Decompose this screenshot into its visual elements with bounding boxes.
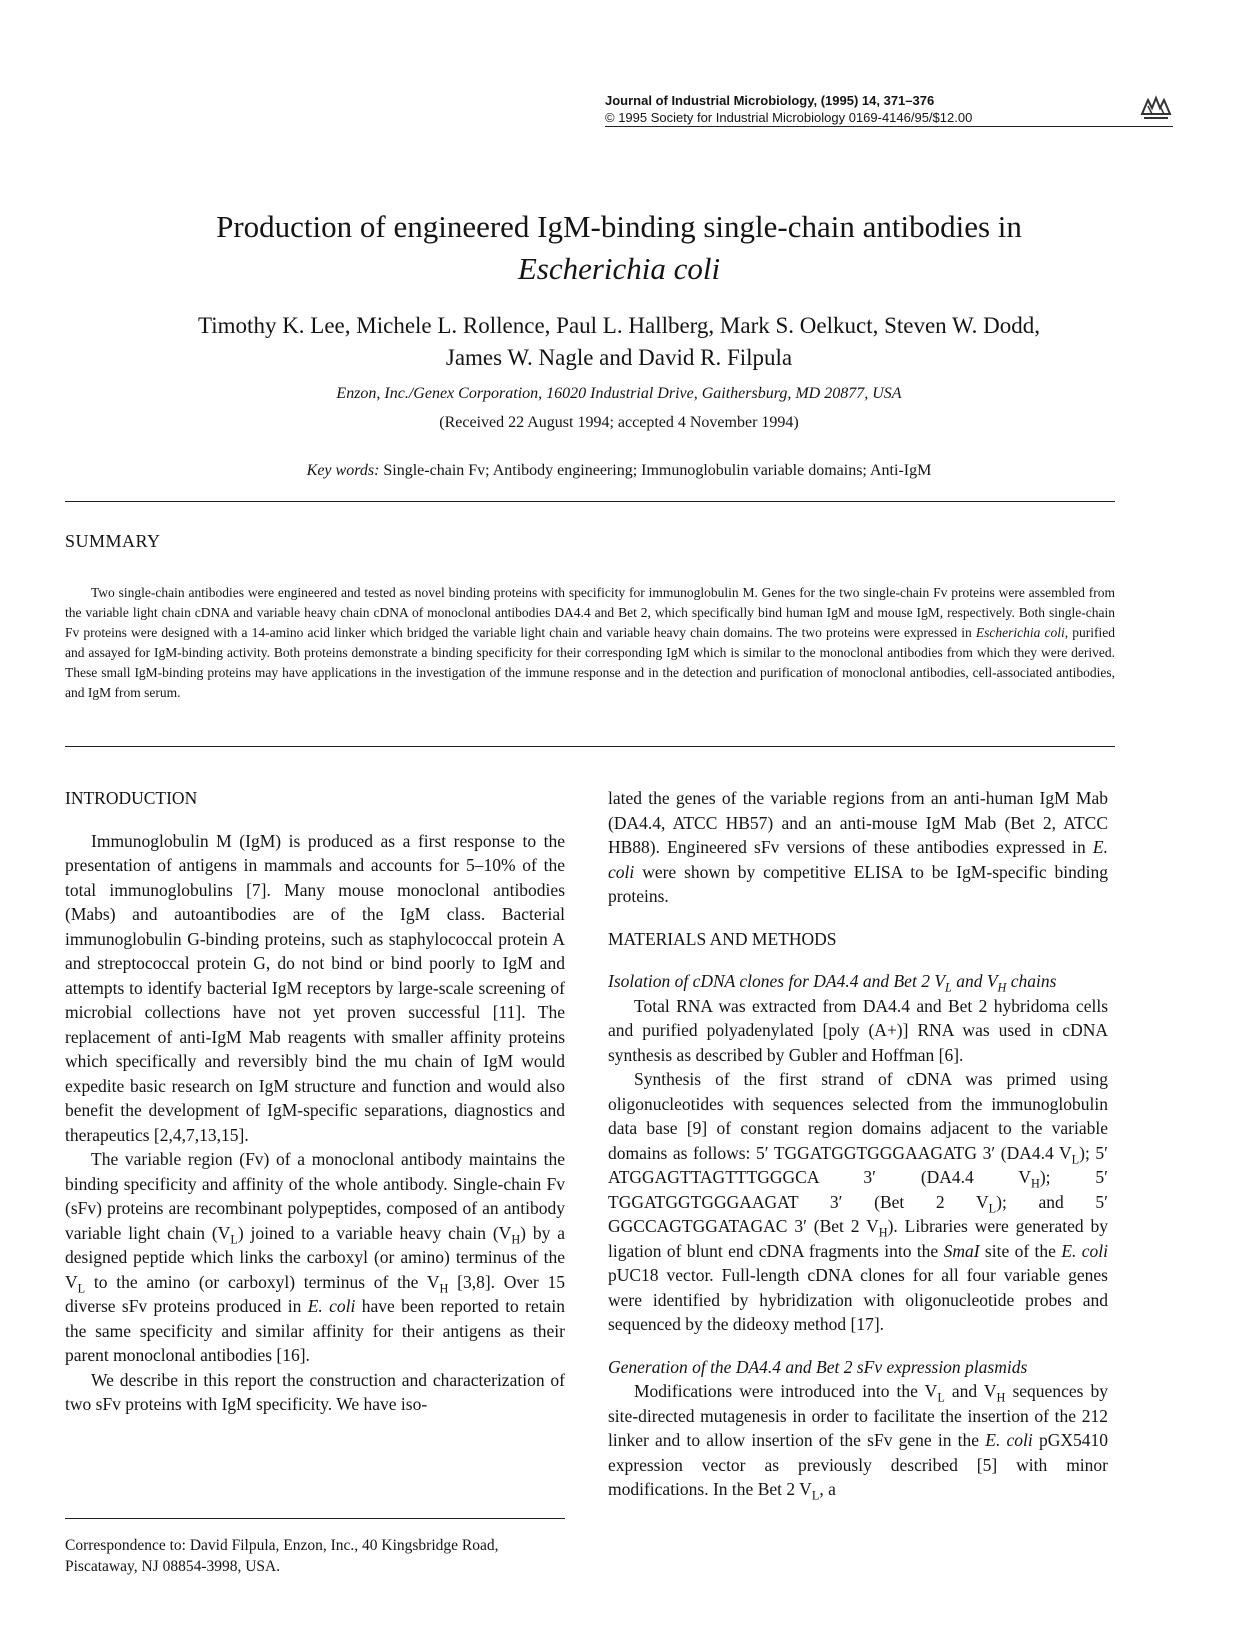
subheading-isolation: Isolation of cDNA clones for DA4.4 and Bet 2 $V_L$ and $V_H$ chains (608, 971, 1057, 995)
received-dates: (Received 22 August 1994; accepted 4 November 1994) (439, 414, 799, 431)
title-line-2: Escherichia coli (517, 251, 721, 286)
journal-copyright: © 1995 Society for Industrial Microbiology 0169-4146/95/$12.00 (605, 110, 973, 125)
left-column (65, 786, 565, 1417)
journal-citation: Journal of Industrial Microbiology, (1995) 14, 371–376 (605, 93, 935, 108)
article-title (60, 206, 1178, 290)
right-column (608, 786, 1108, 1502)
summary-rule (65, 746, 1115, 747)
affiliation: Enzon, Inc./Genex Corporation, 16020 Industrial Drive, Gaithersburg, MD 20877, USA (336, 385, 902, 402)
title-line-1: Production of engineered IgM-binding single-chain antibodies in (216, 209, 1022, 244)
summary-paragraph: Two single-chain antibodies were engineered and tested as novel binding proteins with specificity for immunoglobulin M. Genes for the two single-chain Fv proteins were assembled from the variable light chain cDNA and variable heavy chain cDNA of monoclonal antibodies DA4.4 and Bet 2, which specifically bind human IgM and mouse IgM, respectively. Both single-chain Fv proteins were designed with a 14-amino acid linker which bridged the variable light chain and variable heavy chain domains. The two proteins were expressed in Escherichia coli, purified and assayed for IgM-binding activity. Both proteins demonstrate a binding specificity for their corresponding IgM which is similar to the monoclonal antibodies from which they were derived. These small IgM-binding proteins may have applications in the investigation of the immune response and in the detection and purification of monoclonal antibodies, cell-associated antibodies, and IgM from serum. (65, 585, 1115, 700)
journal-header (605, 92, 1025, 126)
authors-line-2: James W. Nagle and David R. Filpula (445, 345, 793, 370)
intro-paragraph-3: We describe in this report the construction and characterization of two sFv proteins with IgM specificity. We have iso- (65, 1369, 565, 1414)
footnote-rule (65, 1518, 565, 1519)
author-list (60, 310, 1178, 374)
subheading-expression-plasmids: Generation of the DA4.4 and Bet 2 sFv expression plasmids (608, 1356, 1028, 1377)
publisher-logo-icon (1140, 94, 1172, 122)
authors-line-1: Timothy K. Lee, Michele L. Rollence, Paul L. Hallberg, Mark S. Oelkuct, Steven W. Dodd, (198, 313, 1040, 338)
methods-heading: MATERIALS AND METHODS (608, 928, 837, 949)
keywords-text: Single-chain Fv; Antibody engineering; Immunoglobulin variable domains; Anti-IgM (383, 462, 932, 479)
header-rule (605, 126, 1173, 127)
intro-paragraph-2: The variable region (Fv) of a monoclonal antibody maintains the binding specificity and affinity of the whole antibody. Single-chain Fv (sFv) proteins are recombinant polypeptides, composed of an antibody variable light chain $(V_L)$ joined to a variable heavy chain $(V_H)$ by a designed peptide which links the carboxyl (or amino) terminus of the $V_L$ to the amino (or carboxyl) terminus of the $V_H$ [3,8]. Over 15 diverse sFv proteins produced in E. coli have been reported to retain the same specificity and similar affinity for their antigens as their parent monoclonal antibodies [16]. (65, 1149, 565, 1365)
title-rule (65, 501, 1115, 502)
keywords-label: Key words: (306, 462, 380, 479)
intro-paragraph-1: Immunoglobulin M (IgM) is produced as a first response to the presentation of antigens in mammals and accounts for 5–10% of the total immunoglobulins [7]. Many mouse monoclonal antibodies (Mabs) and autoantibodies are of the IgM class. Bacterial immunoglobulin G-binding proteins, such as staphylococcal protein A and streptococcal protein G, do not bind or bind poorly to IgM and attempts to identify bacterial IgM receptors by large-scale screening of microbial collections have not yet proven successful [11]. The replacement of anti-IgM Mab reagents with smaller affinity proteins which specifically and reversibly bind the mu chain of IgM would expedite basic research on IgM structure and function and would also benefit the development of IgM-specific separations, diagnostics and therapeutics [2,4,7,13,15]. (65, 830, 565, 1145)
methods-paragraph-3: Modifications were introduced into the $V_L$ and $V_H$ sequences by site-directed mutagenesis in order to facilitate the insertion of the 212 linker and to allow insertion of the sFv gene in the E. coli pGX5410 expression vector as previously described [5] with minor modifications. In the Bet 2 $V_L$, a (608, 1381, 1109, 1503)
introduction-heading: INTRODUCTION (65, 788, 198, 808)
correspondence-footnote: Correspondence to: David Filpula, Enzon, Inc., 40 Kingsbridge Road, Piscataway, NJ 08854-3998, USA. (65, 1537, 499, 1575)
keywords (60, 462, 1178, 480)
intro-paragraph-3-continued: lated the genes of the variable regions from an anti-human IgM Mab (DA4.4, ATCC HB57) and an anti-mouse IgM Mab (Bet 2, ATCC HB88). Engineered sFv versions of these antibodies expressed in E. coli were shown by competitive ELISA to be IgM-specific binding proteins. (608, 788, 1109, 906)
methods-paragraph-2: Synthesis of the first strand of cDNA was primed using oligonucleotides with sequences selected from the immunoglobulin data base [9] of constant region domains adjacent to the variable domains as follows: 5′ TGGATGGTGGGAAGATG 3′ (DA4.4 $V_L$); 5′ ATGGAGTTAGTTTGGGCA 3′ (DA4.4 $V_H$); 5′ TGGATGGTGGGAAGAT 3′ (Bet 2 $V_L$); and 5′ GGCCAGTGGATAGAC 3′ (Bet 2 $V_H$). Libraries were generated by ligation of blunt end cDNA fragments into the SmaI site of the E. coli pUC18 vector. Full-length cDNA clones for all four variable genes were identified by hybridization with oligonucleotide probes and sequenced by the dideoxy method [17]. (608, 1069, 1108, 1334)
summary-heading: SUMMARY (65, 531, 161, 551)
methods-paragraph-1: Total RNA was extracted from DA4.4 and Bet 2 hybridoma cells and purified polyadenylated [poly (A+)] RNA was used in cDNA synthesis as described by Gubler and Hoffman [6]. (608, 995, 1108, 1065)
